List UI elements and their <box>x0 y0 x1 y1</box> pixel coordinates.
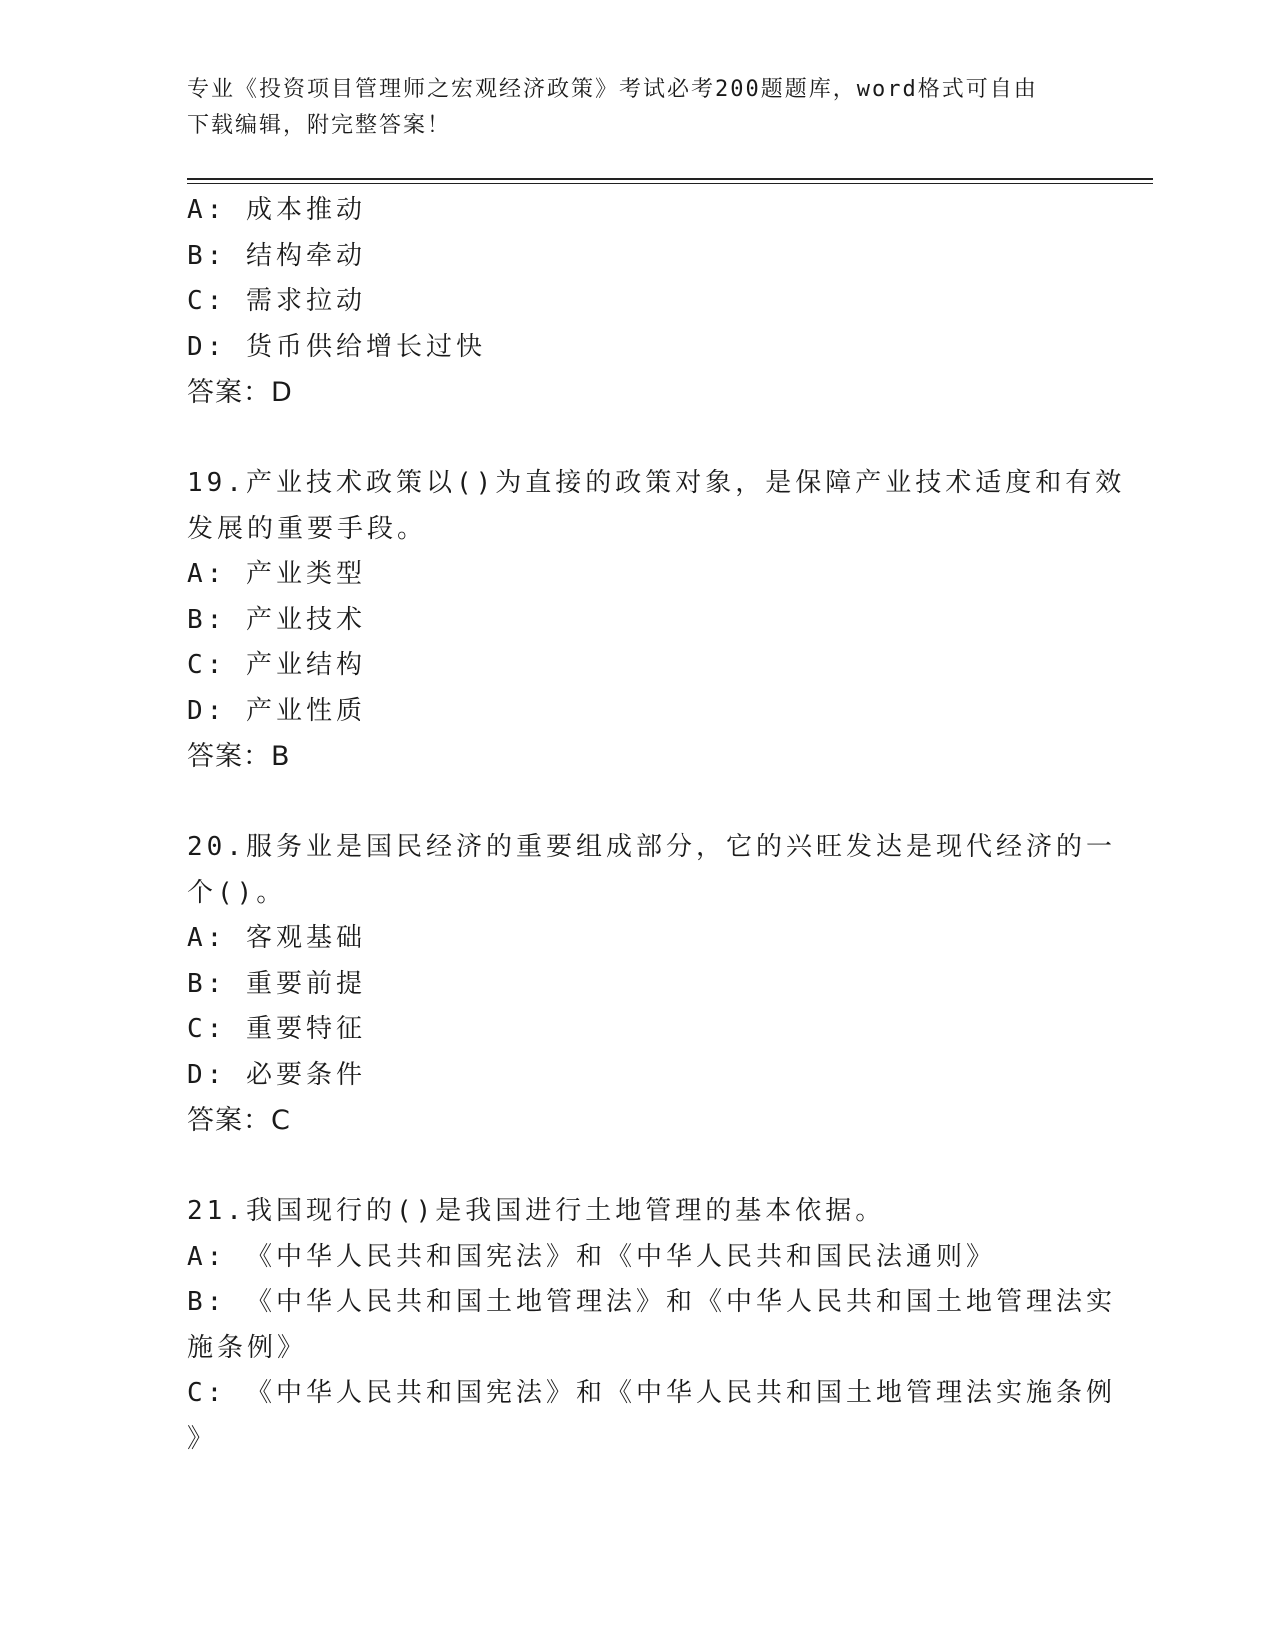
question-21 <box>187 1189 1116 1462</box>
option-b: B: 《中华人民共和国土地管理法》和《中华人民共和国土地管理法实 <box>187 1287 1116 1317</box>
option-c: C: 重要特征 <box>187 1014 366 1044</box>
option-d: D: 货币供给增长过快 <box>187 331 486 362</box>
option-b: B: 结构牵动 <box>187 240 366 271</box>
option-a: A: 产业类型 <box>187 559 366 589</box>
option-b-continued: 施条例》 <box>187 1332 308 1363</box>
question-20 <box>187 825 1116 1144</box>
header-line-1: 专业《投资项目管理师之宏观经济政策》考试必考200题题库，word格式可自由 <box>187 77 1038 102</box>
answer: 答案：C <box>187 1105 291 1136</box>
header-line-2: 下载编辑，附完整答案！ <box>187 113 452 138</box>
spacer <box>187 780 1087 826</box>
question-stem: 19.产业技术政策以()为直接的政策对象，是保障产业技术适度和有效 <box>187 468 1126 498</box>
question-list <box>187 188 1126 1462</box>
header-divider-thick <box>187 178 1153 180</box>
question-stem: 21.我国现行的()是我国进行土地管理的基本依据。 <box>187 1196 886 1226</box>
question-stem-continued: 个()。 <box>187 877 287 908</box>
option-a: A: 成本推动 <box>187 195 366 225</box>
question-stem-continued: 发展的重要手段。 <box>187 513 428 544</box>
option-c-continued: 》 <box>187 1423 218 1454</box>
answer: 答案：B <box>187 741 291 772</box>
spacer <box>187 1144 1087 1190</box>
option-b: B: 重要前提 <box>187 968 366 999</box>
option-a: A: 《中华人民共和国宪法》和《中华人民共和国民法通则》 <box>187 1241 996 1272</box>
spacer <box>187 416 1087 462</box>
option-d: D: 必要条件 <box>187 1059 366 1090</box>
option-d: D: 产业性质 <box>187 695 366 726</box>
answer: 答案：D <box>187 377 293 408</box>
document-header <box>187 72 1067 144</box>
question-stem: 20.服务业是国民经济的重要组成部分，它的兴旺发达是现代经济的一 <box>187 832 1116 862</box>
header-divider-thin <box>187 183 1153 184</box>
question-18 <box>187 188 1087 416</box>
option-c: C: 产业结构 <box>187 650 366 680</box>
option-a: A: 客观基础 <box>187 923 366 953</box>
option-b: B: 产业技术 <box>187 604 366 635</box>
option-c: C: 需求拉动 <box>187 286 366 316</box>
question-19 <box>187 461 1126 780</box>
option-c: C: 《中华人民共和国宪法》和《中华人民共和国土地管理法实施条例 <box>187 1378 1116 1408</box>
